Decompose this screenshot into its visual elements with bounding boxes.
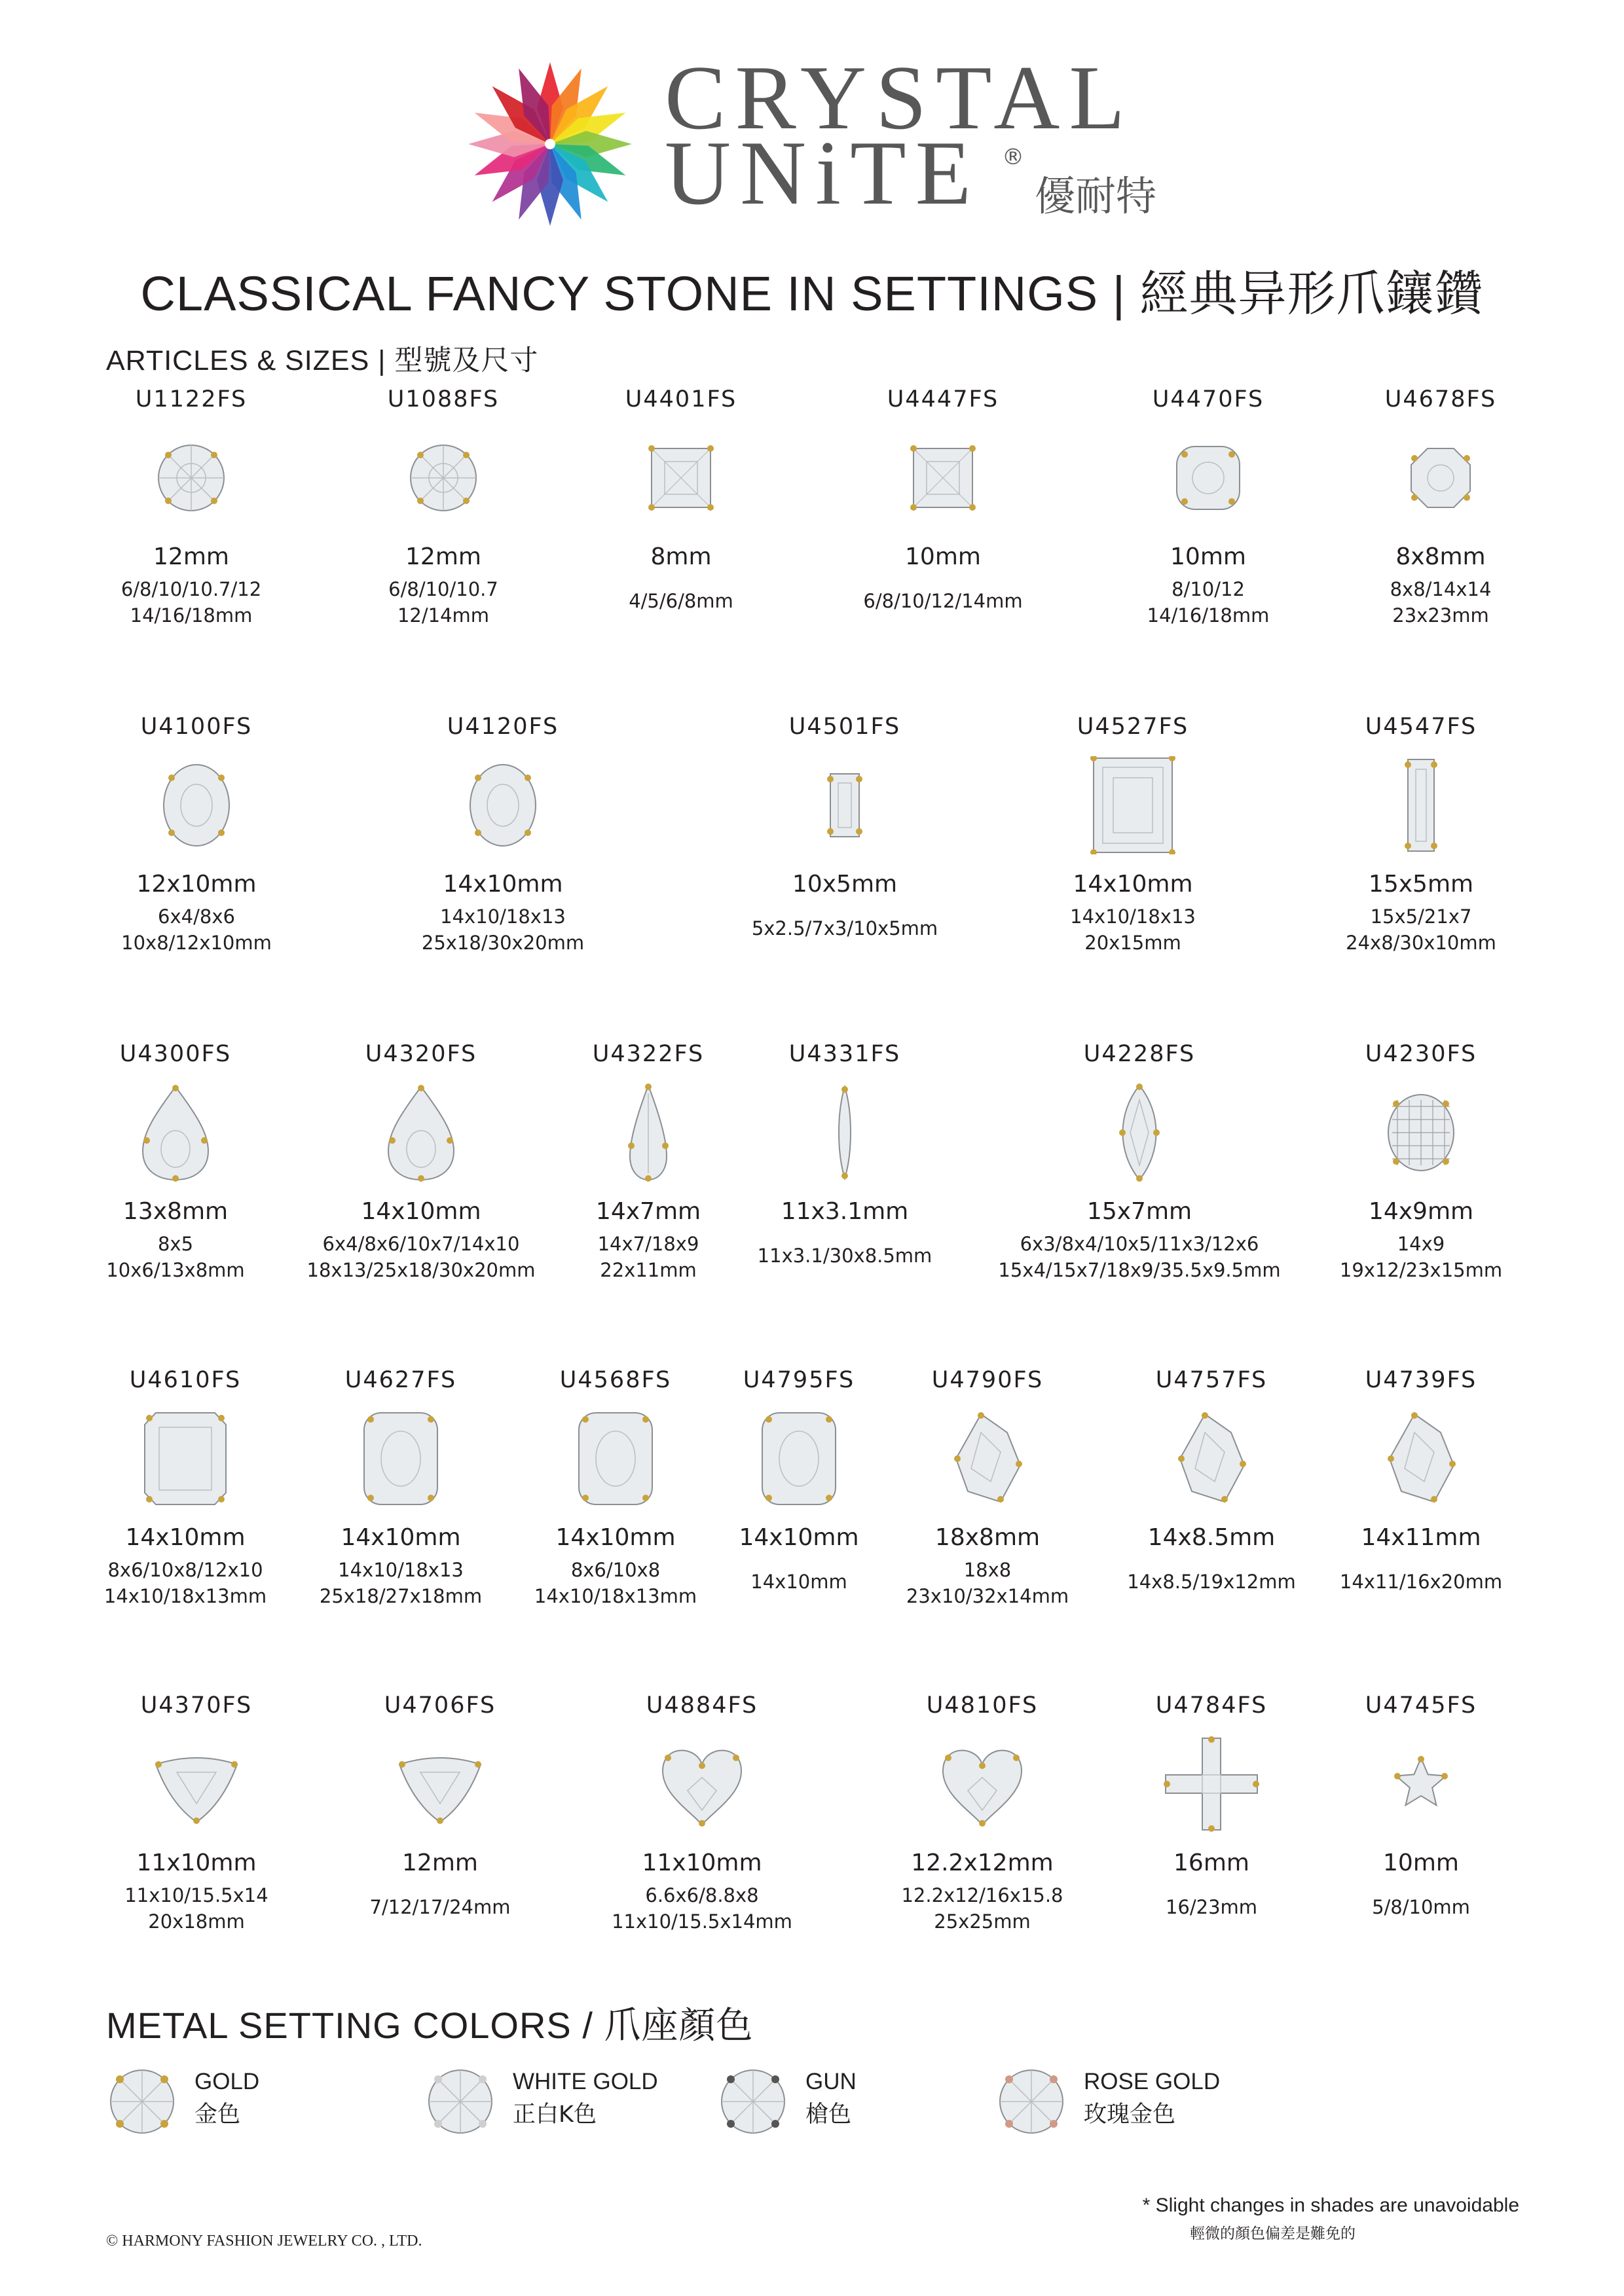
stone-image [126,1084,225,1184]
main-size: 14x10mm [555,1524,676,1551]
article-code: U4320FS [365,1041,477,1067]
size-line: 6/8/10/12/14mm [863,590,1023,612]
stone-image [632,429,730,530]
main-size: 11x3.1mm [781,1198,909,1225]
main-size: 12.2x12mm [911,1850,1054,1876]
stone-swatch-icon [424,2066,496,2138]
available-sizes [558,1882,846,1935]
article-U4447FS [799,386,1087,648]
logo [458,47,1179,236]
size-line: 14x10/18x13 [440,905,566,928]
available-sizes [1277,903,1565,956]
stone-image [454,756,552,857]
size-line: 14x10mm [750,1571,847,1593]
metal-color-name: GOLD [194,2069,260,2094]
stone-image [1372,1084,1470,1184]
article-code: U4678FS [1384,386,1497,412]
stone-image [653,1735,751,1836]
stone-image [599,1084,697,1184]
article-code: U4331FS [788,1041,901,1067]
stone-image [136,1410,234,1510]
article-U4100FS [52,714,341,975]
article-U4547FS [1277,714,1565,975]
metal-color-name: ROSE GOLD [1084,2069,1221,2094]
size-line: 25x18/30x20mm [421,932,585,954]
main-size: 15x7mm [1086,1198,1192,1225]
main-size: 14x9mm [1368,1198,1474,1225]
main-size: 15x5mm [1368,871,1474,898]
article-code: U4610FS [129,1367,242,1393]
size-line: 23x10/32x14mm [906,1585,1069,1607]
available-sizes [995,1231,1283,1283]
stone-image [372,1084,470,1184]
available-sizes [701,1243,989,1269]
stone-image [1162,1410,1261,1510]
article-code: U4547FS [1365,714,1477,740]
size-line: 16/23mm [1165,1896,1258,1918]
size-line: 5/8/10mm [1372,1896,1470,1918]
main-size: 14x10mm [443,871,563,898]
stone-image [796,756,894,857]
stone-image [147,1735,246,1836]
article-code: U4784FS [1155,1692,1268,1719]
stone-image [352,1410,450,1510]
shade-note: * Slight changes in shades are unavoidable [1142,2195,1519,2216]
stone-image [1372,1735,1470,1836]
size-line: 14x10/18x13 [1070,905,1196,928]
size-line: 14x9 [1397,1233,1445,1255]
brand-line2: UNiTE [665,122,981,224]
main-size: 14x8.5mm [1147,1524,1276,1551]
article-code: U4447FS [887,386,999,412]
available-sizes [296,1894,584,1920]
stone-image [1159,429,1257,530]
article-U4300FS [31,1041,320,1303]
size-line: 11x10/15.5x14 [124,1884,268,1906]
size-line: 20x15mm [1084,932,1181,954]
main-size: 10mm [905,543,981,570]
available-sizes [1277,1569,1565,1595]
size-line: 11x3.1/30x8.5mm [757,1245,932,1267]
size-line: 15x4/15x7/18x9/35.5x9.5mm [998,1259,1281,1281]
metal-color-chinese: 正白K色 [513,2102,597,2128]
metal-color-chinese: 金色 [194,2102,241,2128]
stone-image [1162,1735,1261,1836]
article-U4884FS [558,1692,846,1954]
stone-image [750,1410,848,1510]
size-line: 10x6/13x8mm [106,1259,245,1281]
size-line: 23x23mm [1392,604,1489,627]
article-code: U1088FS [387,386,500,412]
size-line: 19x12/23x15mm [1339,1259,1503,1281]
metal-heading: METAL SETTING COLORS / 爪座顏色 [106,2005,754,2046]
size-line: 18x13/25x18/30x20mm [306,1259,536,1281]
size-line: 8x8/14x14 [1390,578,1492,600]
main-size: 12x10mm [136,871,257,898]
size-line: 14/16/18mm [130,604,253,627]
metal-color-rose-gold [995,2069,1323,2134]
size-line: 14x10/18x13mm [103,1585,267,1607]
main-size: 14x10mm [739,1524,859,1551]
article-code: U4745FS [1365,1692,1477,1719]
brand-chinese: 優耐特 [1035,172,1157,220]
stone-image [566,1410,665,1510]
article-code: U4527FS [1077,714,1189,740]
size-line: 6x4/8x6 [158,905,235,928]
available-sizes [1277,1231,1565,1283]
size-line: 14x7/18x9 [597,1233,699,1255]
article-U4331FS [701,1041,989,1303]
article-U4739FS [1277,1367,1565,1629]
stone-image [1084,756,1182,857]
size-line: 8x6/10x8/12x10 [107,1559,263,1581]
article-code: U4470FS [1152,386,1264,412]
main-size: 11x10mm [642,1850,762,1876]
article-code: U4401FS [625,386,737,412]
article-code: U4739FS [1365,1367,1477,1393]
article-U4228FS [995,1041,1283,1303]
page-title: CLASSICAL FANCY STONE IN SETTINGS | 經典异形爪鑲鑽 [140,266,1484,321]
stone-image [1090,1084,1189,1184]
size-line: 15x5/21x7 [1370,905,1472,928]
main-size: 10x5mm [792,871,898,898]
size-line: 20x18mm [148,1910,245,1933]
stone-image [938,1410,1037,1510]
article-code: U4300FS [119,1041,232,1067]
size-line: 25x18/27x18mm [319,1585,483,1607]
size-line: 14x8.5/19x12mm [1127,1571,1296,1593]
main-size: 11x10mm [136,1850,257,1876]
main-size: 14x10mm [341,1524,461,1551]
main-size: 12mm [153,543,229,570]
article-U4501FS [701,714,989,975]
main-size: 10mm [1170,543,1246,570]
stone-image [1372,1410,1470,1510]
size-line: 11x10/15.5x14mm [612,1910,792,1933]
article-code: U4884FS [646,1692,758,1719]
article-code: U4230FS [1365,1041,1477,1067]
size-line: 6/8/10/10.7 [388,578,498,600]
article-U4401FS [537,386,825,648]
registered-mark: ® [1002,144,1024,170]
main-size: 14x11mm [1361,1524,1481,1551]
article-code: U4757FS [1155,1367,1268,1393]
article-U4678FS [1297,386,1585,648]
article-code: U4228FS [1083,1041,1196,1067]
article-code: U4322FS [592,1041,705,1067]
shade-note-chinese: 輕微的顏色偏差是難免的 [1190,2225,1356,2242]
article-code: U4795FS [743,1367,855,1393]
size-line: 12/14mm [397,604,490,627]
size-line: 22x11mm [600,1259,697,1281]
size-line: 14x11/16x20mm [1339,1571,1503,1593]
size-line: 5x2.5/7x3/10x5mm [751,917,938,939]
size-line: 6/8/10/10.7/12 [120,578,262,600]
article-U4745FS [1277,1692,1565,1954]
stone-image [147,756,246,857]
article-code: U1122FS [135,386,248,412]
available-sizes [47,576,335,629]
size-line: 10x8/12x10mm [121,932,272,954]
main-size: 14x10mm [361,1198,481,1225]
metal-color-name: GUN [805,2069,857,2094]
main-size: 10mm [1383,1850,1459,1876]
article-code: U4706FS [384,1692,496,1719]
size-line: 14/16/18mm [1147,604,1270,627]
size-line: 8x5 [157,1233,194,1255]
article-U4706FS [296,1692,584,1954]
main-size: 14x10mm [1073,871,1193,898]
size-line: 8/10/12 [1172,578,1245,600]
stone-swatch-icon [106,2066,178,2138]
article-code: U4120FS [447,714,559,740]
article-U4527FS [989,714,1277,975]
article-code: U4627FS [344,1367,457,1393]
stone-swatch-icon [717,2066,789,2138]
articles-heading: ARTICLES & SIZES | 型號及尺寸 [106,345,539,376]
stone-image [391,1735,489,1836]
size-line: 12.2x12/16x15.8 [901,1884,1063,1906]
available-sizes [701,915,989,941]
main-size: 14x7mm [595,1198,701,1225]
main-size: 8x8mm [1395,543,1486,570]
size-line: 7/12/17/24mm [369,1896,511,1918]
article-U4230FS [1277,1041,1565,1303]
article-code: U4501FS [788,714,901,740]
article-code: U4370FS [140,1692,253,1719]
available-sizes [52,903,341,956]
copyright: © HARMONY FASHION JEWELRY CO. , LTD. [106,2232,422,2250]
size-line: 6.6x6/8.8x8 [645,1884,759,1906]
stone-image [1372,756,1470,857]
article-U1122FS [47,386,335,648]
stone-image [1392,429,1490,530]
main-size: 12mm [402,1850,478,1876]
available-sizes [1277,1894,1565,1920]
brand-line1: CRYSTAL [665,47,1134,149]
size-line: 14x10/18x13 [338,1559,464,1581]
stone-image [796,1084,894,1184]
stone-image [394,429,492,530]
available-sizes [799,588,1087,614]
article-code: U4100FS [140,714,253,740]
main-size: 12mm [405,543,481,570]
size-line: 6x4/8x6/10x7/14x10 [322,1233,520,1255]
available-sizes [989,903,1277,956]
article-code: U4810FS [926,1692,1039,1719]
main-size: 18x8mm [934,1524,1041,1551]
size-line: 8x6/10x8 [570,1559,661,1581]
metal-color-chinese: 槍色 [805,2102,852,2128]
metal-color-name: WHITE GOLD [513,2069,658,2094]
rainbow-star-logo-icon [458,52,642,236]
main-size: 13x8mm [122,1198,229,1225]
available-sizes [1297,576,1585,629]
article-U4120FS [359,714,647,975]
main-size: 8mm [650,543,712,570]
size-line: 18x8 [963,1559,1012,1581]
size-line: 24x8/30x10mm [1346,932,1496,954]
stone-swatch-icon [995,2066,1067,2138]
available-sizes [31,1231,320,1283]
size-line: 4/5/6/8mm [629,590,733,612]
article-code: U4568FS [559,1367,672,1393]
size-line: 6x3/8x4/10x5/11x3/12x6 [1020,1233,1259,1255]
main-size: 16mm [1173,1850,1249,1876]
stone-image [142,429,240,530]
article-code: U4790FS [931,1367,1044,1393]
available-sizes [537,588,825,614]
size-line: 25x25mm [934,1910,1031,1933]
available-sizes [359,903,647,956]
metal-color-white-gold [424,2069,752,2134]
metal-color-gold [106,2069,434,2134]
stone-image [933,1735,1031,1836]
size-line: 14x10/18x13mm [534,1585,697,1607]
main-size: 14x10mm [125,1524,246,1551]
stone-image [894,429,992,530]
metal-color-chinese: 玫瑰金色 [1084,2102,1176,2128]
